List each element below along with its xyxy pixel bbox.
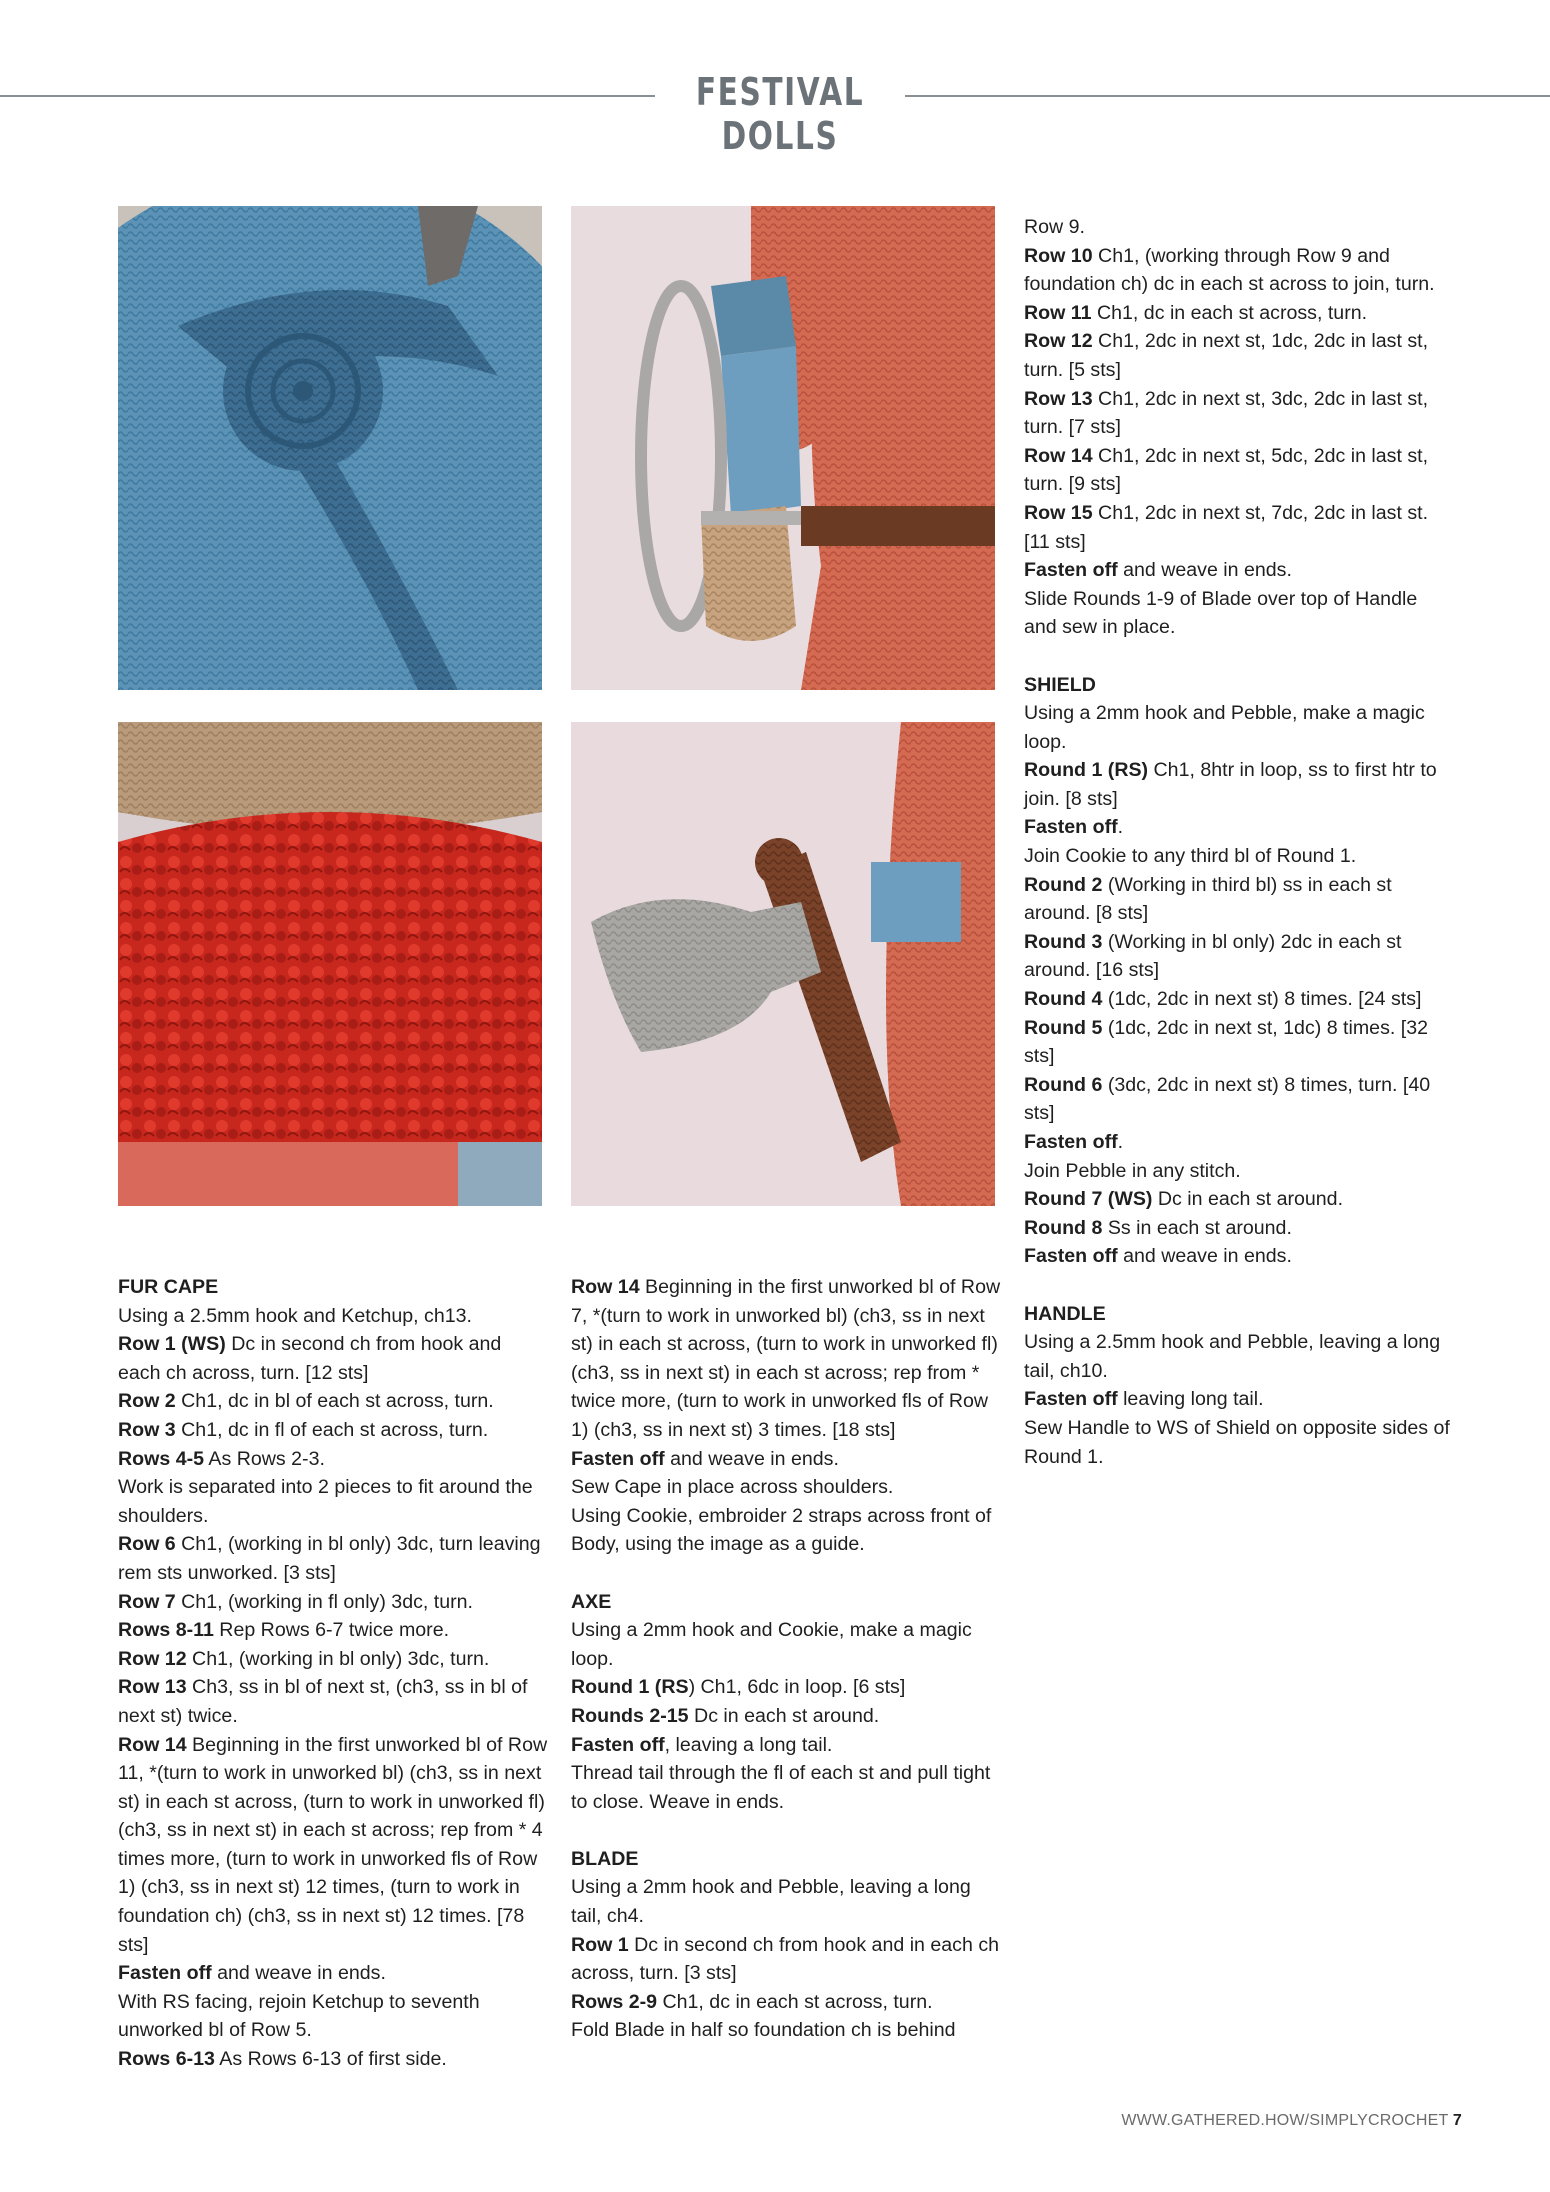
instruction-row: Row 7 Ch1, (working in fl only) 3dc, turn.	[118, 1590, 473, 1613]
instruction-row: Fasten off.	[1024, 816, 1124, 839]
instruction-line: Work is separated into 2 pieces to fit around the shoulders.	[118, 1476, 533, 1527]
instruction-row: Row 12 Ch1, 2dc in next st, 1dc, 2dc in last st, turn. [5 sts]	[1024, 330, 1429, 381]
instruction-row: Row 14 Beginning in the first unworked bl of Row 7, *(turn to work in unworked bl) (ch3, ss in next st) in each st across, (turn to work in unworked fl) (ch3, ss in next st) in each st across; rep from * twice more, (turn to work in unworked fls of Row 1) (ch3, ss in next st) 3 times. [18 sts]	[571, 1276, 1001, 1441]
column-3	[1024, 213, 1454, 1471]
instruction-row: Fasten off and weave in ends.	[1024, 1245, 1292, 1268]
footer-url[interactable]: WWW.GATHERED.HOW/SIMPLYCROCHET	[1121, 2112, 1449, 2129]
instruction-row: Fasten off.	[1024, 1131, 1124, 1153]
header-rule-right	[905, 95, 1550, 97]
instruction-line: Using a 2.5mm hook and Ketchup, ch13.	[118, 1304, 472, 1327]
instruction-row: Row 3 Ch1, dc in fl of each st across, turn.	[118, 1418, 489, 1441]
photo-axe	[571, 722, 995, 1206]
instruction-row: Fasten off leaving long tail.	[1024, 1388, 1264, 1411]
shield-heading: SHIELD	[1024, 673, 1096, 696]
instruction-line: Row 9.	[1024, 216, 1085, 238]
instruction-line: Using a 2mm hook and Pebble, make a magic loop.	[1024, 702, 1425, 753]
instruction-row: Row 13 Ch1, 2dc in next st, 3dc, 2dc in last st, turn. [7 sts]	[1024, 387, 1429, 439]
instruction-row: Fasten off and weave in ends.	[118, 1962, 386, 1985]
instruction-row: Rounds 2-15 Dc in each st around.	[571, 1704, 880, 1727]
instruction-row: Row 1 (WS) Dc in second ch from hook and each ch across, turn. [12 sts]	[118, 1333, 502, 1384]
instruction-line: Using a 2mm hook and Pebble, leaving a long tail, ch4.	[571, 1876, 971, 1928]
instruction-row: Round 4 (1dc, 2dc in next st) 8 times. [24 sts]	[1024, 988, 1422, 1011]
instruction-row: Round 1 (RS) Ch1, 8htr in loop, ss to first htr to join. [8 sts]	[1024, 759, 1437, 810]
instruction-row: Fasten off and weave in ends.	[571, 1447, 839, 1470]
instruction-line: Sew Handle to WS of Shield on opposite sides of Round 1.	[1024, 1416, 1450, 1468]
instruction-line: Join Cookie to any third bl of Round 1.	[1024, 845, 1357, 868]
instruction-row: Row 14 Beginning in the first unworked bl of Row 11, *(turn to work in unworked bl) (ch3, ss in next st) in each st across, (turn to work in unworked fl) (ch3, ss in next st) in each st across; rep from * 4 times more, (turn to work in unworked fls of Row 1) (ch3, ss in next st) 12 times, (turn to work in foundation ch) (ch3, ss in next st) 12 times. [78 sts]	[118, 1733, 548, 1956]
instruction-row: Round 3 (Working in bl only) 2dc in each st around. [16 sts]	[1024, 930, 1402, 982]
instruction-line: Fold Blade in half so foundation ch is behind	[571, 2019, 956, 2042]
instruction-line: Slide Rounds 1-9 of Blade over top of Handle and sew in place.	[1024, 587, 1418, 639]
instruction-row: Row 11 Ch1, dc in each st across, turn.	[1024, 301, 1368, 324]
column-1	[118, 1273, 548, 2074]
instruction-row: Rows 8-11 Rep Rows 6-7 twice more.	[118, 1619, 450, 1642]
header-rule-left	[0, 95, 655, 97]
instruction-line: Using Cookie, embroider 2 straps across front of Body, using the image as a guide.	[571, 1504, 992, 1556]
instruction-row: Round 5 (1dc, 2dc in next st, 1dc) 8 times. [32 sts]	[1024, 1016, 1428, 1068]
instruction-row: Row 6 Ch1, (working in bl only) 3dc, turn leaving rem sts unworked. [3 sts]	[118, 1533, 541, 1584]
instruction-row: Rows 6-13 As Rows 6-13 of first side.	[118, 2048, 447, 2071]
instruction-line: Using a 2mm hook and Cookie, make a magic loop.	[571, 1619, 972, 1670]
instruction-row: Round 2 (Working in third bl) ss in each st around. [8 sts]	[1024, 873, 1392, 925]
photo-blue-helmet	[118, 206, 542, 690]
fur-cape-heading: FUR CAPE	[118, 1276, 219, 1298]
page-footer	[1121, 2112, 1462, 2130]
photo-doll-shield	[571, 206, 995, 690]
instruction-row: Round 1 (RS) Ch1, 6dc in loop. [6 sts]	[571, 1676, 906, 1699]
instruction-line: Thread tail through the fl of each st and pull tight to close. Weave in ends.	[571, 1762, 991, 1813]
instruction-row: Round 6 (3dc, 2dc in next st) 8 times, turn. [40 sts]	[1024, 1073, 1431, 1125]
instruction-row: Row 10 Ch1, (working through Row 9 and foundation ch) dc in each st across to join, turn.	[1024, 244, 1435, 296]
instruction-row: Row 1 Dc in second ch from hook and in each ch across, turn. [3 sts]	[571, 1933, 1000, 1985]
instruction-line: With RS facing, rejoin Ketchup to seventh unworked bl of Row 5.	[118, 1990, 480, 2042]
instruction-row: Row 2 Ch1, dc in bl of each st across, turn.	[118, 1390, 494, 1413]
instruction-row: Round 7 (WS) Dc in each st around.	[1024, 1188, 1344, 1211]
section-title: FESTIVAL DOLLS	[695, 70, 865, 158]
instruction-row: Fasten off and weave in ends.	[1024, 559, 1292, 582]
axe-heading: AXE	[571, 1590, 612, 1613]
photo-red-cape	[118, 722, 542, 1206]
instruction-row: Round 8 Ss in each st around.	[1024, 1216, 1292, 1239]
instruction-line: Sew Cape in place across shoulders.	[571, 1476, 894, 1499]
instruction-row: Rows 4-5 As Rows 2-3.	[118, 1447, 325, 1470]
instruction-row: Row 13 Ch3, ss in bl of next st, (ch3, ss in bl of next st) twice.	[118, 1676, 528, 1727]
instruction-row: Row 14 Ch1, 2dc in next st, 5dc, 2dc in last st, turn. [9 sts]	[1024, 444, 1429, 496]
instruction-line: Using a 2.5mm hook and Pebble, leaving a long tail, ch10.	[1024, 1331, 1441, 1382]
instruction-line: Join Pebble in any stitch.	[1024, 1159, 1241, 1182]
blade-heading: BLADE	[571, 1847, 639, 1870]
instruction-row: Row 15 Ch1, 2dc in next st, 7dc, 2dc in last st. [11 sts]	[1024, 501, 1429, 553]
instruction-row: Rows 2-9 Ch1, dc in each st across, turn.	[571, 1990, 933, 2013]
instruction-row: Row 12 Ch1, (working in bl only) 3dc, turn.	[118, 1647, 490, 1670]
page-number: 7	[1452, 2112, 1462, 2129]
column-2	[571, 1273, 1001, 2045]
handle-heading: HANDLE	[1024, 1302, 1106, 1325]
instruction-row: Fasten off, leaving a long tail.	[571, 1733, 833, 1756]
